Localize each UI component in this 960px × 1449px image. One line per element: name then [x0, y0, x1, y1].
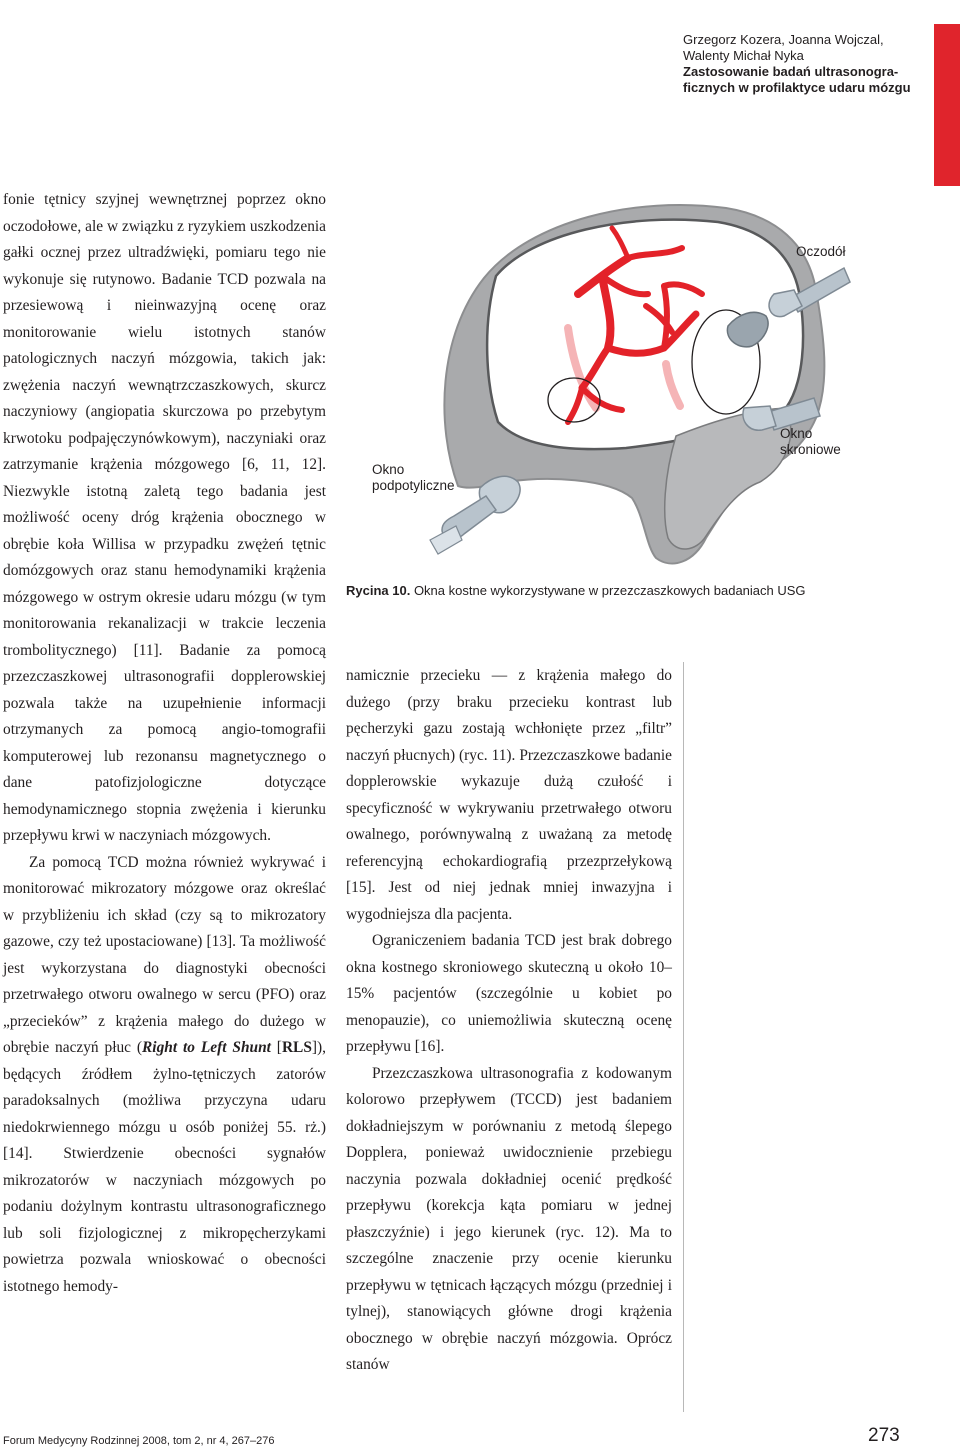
figure-skull-windows	[346, 186, 886, 576]
running-header	[683, 32, 933, 96]
column-divider	[683, 662, 684, 1412]
right-paragraph-2: Ograniczeniem badania TCD jest brak dobrego okna kostnego skroniowego skuteczną u około 10–15% pacjentów (szczególnie u kobiet po menopauzie), co uniemożliwia skuteczną ocenę przepływu [16].	[346, 932, 672, 1055]
caption-text: Okna kostne wykorzystywane w przezczaszkowych badaniach USG	[410, 583, 806, 598]
figure-caption	[346, 582, 946, 599]
section-color-tab	[934, 24, 960, 186]
left-p2-text-b: [	[270, 1039, 282, 1056]
left-paragraph-2	[3, 850, 326, 1301]
right-paragraph-3: Przezczaszkowa ultrasonografia z kodowanym kolorowo przepływem (TCCD) jest badaniem dokładniejszym w porównaniu z metodą ślepego Dopplera, ponieważ uwidocznienie przebiegu naczynia pozwala dokładniej ocenić prędkość przepływu (korekcja kąta pomiaru w jednej płaszczyźnie) i jego kierunek (ryc. 12). Ma to szczególne znaczenie przy ocenie kierunku przepływu w tętnicach łączących mózgu (przedniej i tylnej), stanowiących główne drogi krążenia obocznego w obrębie naczyń mózgowia. Oprócz stanów	[346, 1064, 672, 1373]
left-text-column	[3, 187, 326, 1300]
left-p2-text-a: Za pomocą TCD można również wykrywać i monitorować mikrozatory mózgowe oraz określać w przybliżeniu ich skład (czy są to mikrozatory gazowe, czy też upostaciowane) [13]. Ta możliwość jest wykorzystana do diagnostyki obecności przetrwałego otworu owalnego w sercu (PFO) oraz „przecieków” z krążenia małego do dużego w obrębie naczyń płuc (	[3, 853, 326, 1056]
label-occipital-window: Okno podpotyliczne	[372, 462, 455, 493]
label-orbit: Oczodół	[796, 244, 846, 259]
left-p2-emphasis: Right to Left Shunt	[142, 1039, 271, 1056]
right-paragraph-1: namicznie przecieku — z krążenia małego do dużego (przy braku przecieku kontrast lub pęcherzyki gazu zostają wchłonięte przez „filtr” naczyń płucnych) (ryc. 11). Przezczaszkowe badanie dopplerowskie wykazuje dużą czułość i specyficzność w wykrywaniu przetrwałego otworu owalnego, porównywalną z uważaną za metodę referencyjną echokardiografią przezprzełykową [15]. Jest od niej jednak mniej inwazyjna i wygodniejsza dla pacjenta.	[346, 667, 672, 923]
right-text-column	[346, 663, 672, 1379]
left-paragraph-1: fonie tętnicy szyjnej wewnętrznej poprzez okno oczodołowe, ale w związku z ryzykiem uszkodzenia gałki ocznej przez ultradźwięki, pomiaru tego nie wykonuje się rutynowo. Badanie TCD pozwala na przesiewową i nieinwazyjną ocenę oraz monitorowanie wielu istotnych stanów patologicznych naczyń mózgowia, takich jak: zwężenia naczyń wewnątrzczaszkowych, skurcz naczyniowy (angiopatia skurczowa po przebytym krwotoku podpajęczynówkowym), naczyniaki oraz zatrzymanie krążenia mózgowego [6, 11, 12]. Niezwykle istotną zaletą tego badania jest możliwość oceny dróg krążenia obocznego w obrębie koła Willisa w przypadku zwężeń tętnic domózgowych oraz stanu hemodynamiki krążenia mózgowego w ostrym okresie udaru mózgu (w tym monitorowania rekanalizacji w trakcie leczenia trombolitycznego) [11]. Badanie za pomocą przezczaszkowej ultrasonografii dopplerowskiej pozwala także na uzupełnienie informacji otrzymanych za pomocą angio-tomografii komputerowej lub rezonansu magnetycznego o dane patofizjologiczne dotyczące hemodynamicznego stopnia zwężenia i kierunku przepływu krwi w naczyniach mózgowych.	[3, 191, 326, 844]
left-p2-strong: RLS	[281, 1039, 312, 1056]
header-title: Zastosowanie badań ultrasonogra-ficznych w profilaktyce udaru mózgu	[683, 64, 911, 95]
caption-label: Rycina 10.	[346, 583, 411, 598]
page-number: 273	[868, 1425, 900, 1446]
journal-footer: Forum Medycyny Rodzinnej 2008, tom 2, nr 4, 267–276	[3, 1435, 275, 1447]
header-authors: Grzegorz Kozera, Joanna Wojczal, Walenty Michał Nyka	[683, 32, 884, 63]
label-temporal-window: Okno skroniowe	[780, 426, 841, 457]
left-p2-text-c: ]), będących źródłem żylno-tętniczych zatorów paradoksalnych (możliwa przyczyna udaru niedokrwiennego mózgu u osób poniżej 55. rż.) [14]. Stwierdzenie obecności sygnałów mikrozatorów w naczyniach mózgowych po podaniu dożylnym kontrastu ultrasonograficznego lub soli fizjologicznej z mikropęcherzykami powietrza pozwala wnioskować o obecności istotnego hemody-	[3, 1039, 326, 1295]
